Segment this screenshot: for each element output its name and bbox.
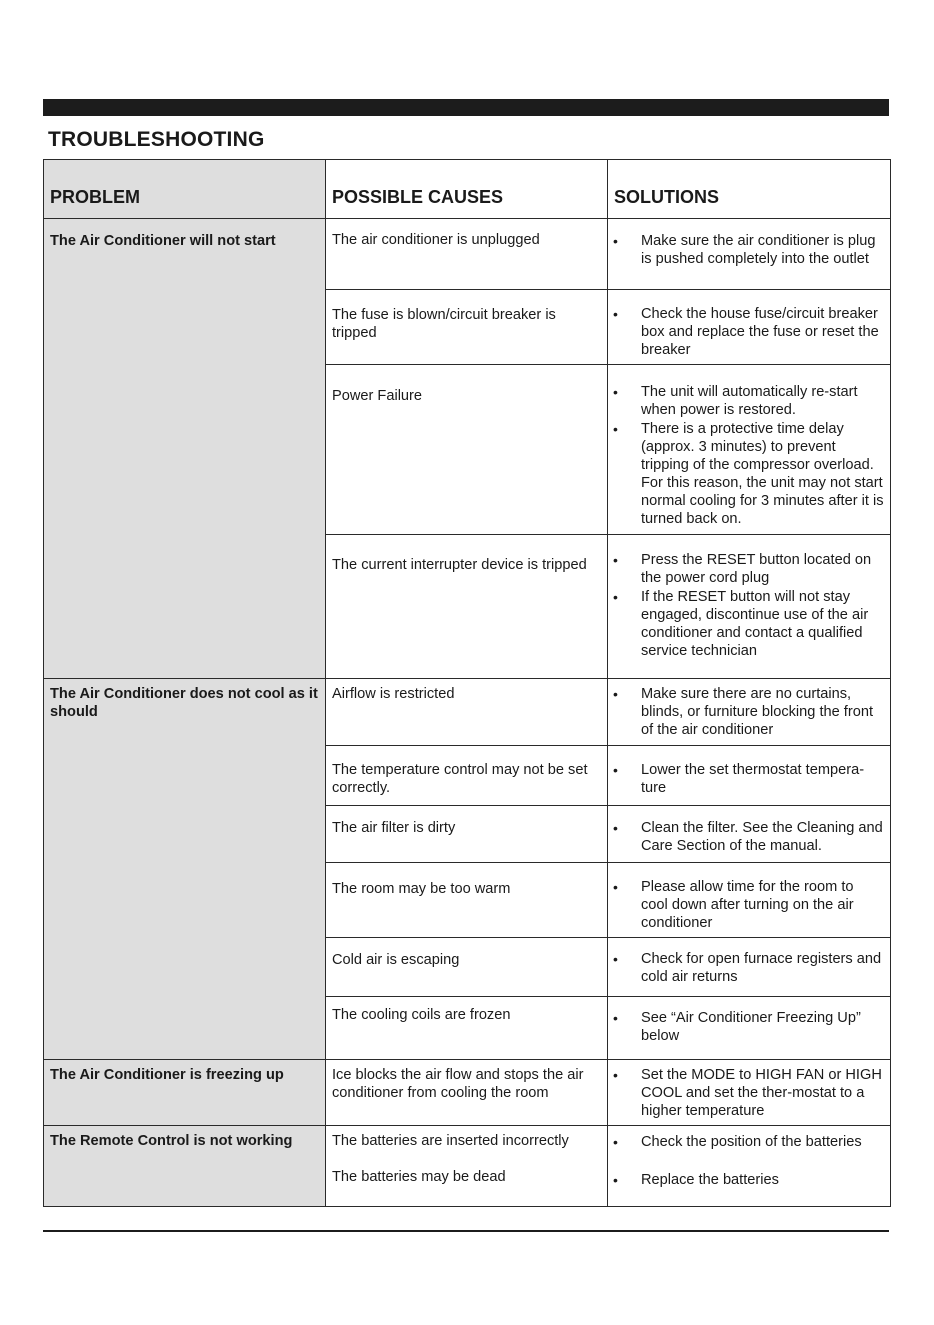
- list-item: • Check the position of the batteries: [613, 1134, 862, 1150]
- cause-text: The batteries may be dead: [332, 1169, 506, 1185]
- column-header-causes: POSSIBLE CAUSES: [326, 160, 608, 219]
- header-bar: [43, 99, 889, 116]
- cause-cell: Airflow is restricted: [326, 679, 608, 746]
- problem-cell: The Air Conditioner does not cool as it should: [44, 679, 326, 1060]
- cause-text: The batteries are inserted incorrectly: [332, 1133, 569, 1149]
- list-item: • Check for open furnace registers and cold air returns: [613, 951, 882, 985]
- solution-cell: [608, 746, 891, 806]
- solution-cell: [608, 997, 891, 1060]
- column-header-problem: PROBLEM: [44, 160, 326, 219]
- troubleshooting-table: [43, 159, 891, 1207]
- problem-cell: The Air Conditioner is freezing up: [44, 1060, 326, 1126]
- cause-cell: [326, 1126, 608, 1207]
- cause-cell: The temperature control may not be set correctly.: [326, 746, 608, 806]
- table-row: [44, 1060, 891, 1126]
- solution-cell: [608, 806, 891, 863]
- list-item: • There is a protective time delay (approx. 3 minutes) to prevent tripping of the compressor overload. For this reason, the unit may not start normal cooling for 3 minutes after it is turned back on.: [613, 421, 884, 527]
- list-item: • The unit will automatically re-start when power is restored.: [613, 384, 858, 418]
- solution-cell: [608, 219, 891, 290]
- cause-cell: Power Failure: [326, 365, 608, 535]
- column-header-solutions: SOLUTIONS: [608, 160, 891, 219]
- table-header-row: [44, 160, 891, 219]
- solution-cell: [608, 365, 891, 535]
- cause-cell: The air conditioner is unplugged: [326, 219, 608, 290]
- list-item: • Make sure there are no curtains, blinds, or furniture blocking the front of the air conditioner: [613, 686, 874, 738]
- page-title: TROUBLESHOOTING: [48, 128, 265, 151]
- cause-cell: Cold air is escaping: [326, 938, 608, 997]
- cause-cell: The air filter is dirty: [326, 806, 608, 863]
- list-item: • Clean the filter. See the Cleaning and Care Section of the manual.: [613, 820, 883, 854]
- cause-cell: The room may be too warm: [326, 863, 608, 938]
- cause-cell: The current interrupter device is tripped: [326, 535, 608, 679]
- cause-cell: Ice blocks the air flow and stops the air conditioner from cooling the room: [326, 1060, 608, 1126]
- cause-cell: The fuse is blown/circuit breaker is tripped: [326, 290, 608, 365]
- cause-cell: The cooling coils are frozen: [326, 997, 608, 1060]
- solution-cell: [608, 938, 891, 997]
- list-item: • Check the house fuse/circuit breaker box and replace the fuse or reset the breaker: [613, 306, 879, 358]
- problem-cell: The Air Conditioner will not start: [44, 219, 326, 679]
- solution-cell: [608, 1126, 891, 1207]
- list-item: • Press the RESET button located on the power cord plug: [613, 552, 872, 586]
- list-item: • Please allow time for the room to cool down after turning on the air conditioner: [613, 879, 854, 931]
- solution-cell: [608, 290, 891, 365]
- table-row: [44, 219, 891, 290]
- solution-cell: [608, 863, 891, 938]
- footer-rule: [43, 1230, 889, 1232]
- solution-cell: [608, 679, 891, 746]
- list-item: • Replace the batteries: [613, 1172, 779, 1188]
- list-item: • Lower the set thermostat tempera-ture: [613, 762, 865, 796]
- table-row: [44, 1126, 891, 1207]
- list-item: • Set the MODE to HIGH FAN or HIGH COOL and set the ther-mostat to a higher temperature: [613, 1067, 882, 1119]
- list-item: • See “Air Conditioner Freezing Up” below: [613, 1010, 861, 1044]
- problem-cell: The Remote Control is not working: [44, 1126, 326, 1207]
- list-item: • If the RESET button will not stay engaged, discontinue use of the air conditioner and contact a qualified service technician: [613, 589, 869, 659]
- list-item: • Make sure the air conditioner is plug is pushed completely into the outlet: [613, 233, 876, 267]
- solution-cell: [608, 1060, 891, 1126]
- solution-cell: [608, 535, 891, 679]
- table-row: [44, 679, 891, 746]
